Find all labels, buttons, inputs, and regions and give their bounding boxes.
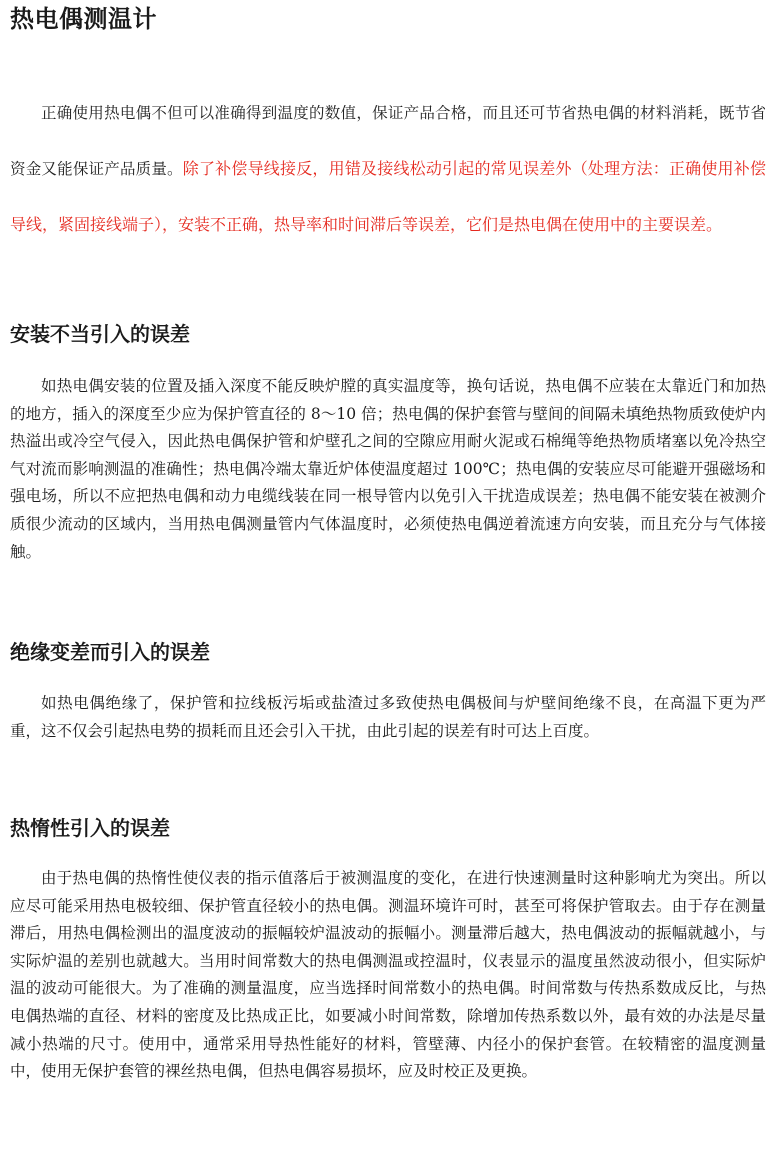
intro-paragraph (10, 85, 766, 253)
section-heading-insulation: 绝缘变差而引入的误差 (10, 640, 210, 664)
section-body-thermal-inertia: 由于热电偶的热惰性使仪表的指示值落后于被测温度的变化，在进行快速测量时这种影响尤为突出。所以应尽可能采用热电极较细、保护管直径较小的热电偶。测温环境许可时，甚至可将保护管取去。由于存在测量滞后，用热电偶检测出的温度波动的振幅较炉温波动的振幅小。测量滞后越大，热电偶波动的振幅就越小，与实际炉温的差别也就越大。当用时间常数大的热电偶测温或控温时，仪表显示的温度虽然波动很小，但实际炉温的波动可能很大。为了准确的测量温度，应当选择时间常数小的热电偶。时间常数与传热系数成反比，与热电偶热端的直径、材料的密度及比热成正比，如要减小时间常数，除增加传热系数以外，最有效的办法是尽量减小热端的尺寸。使用中，通常采用导热性能好的材料，管壁薄、内径小的保护套管。在较精密的温度测量中，使用无保护套管的裸丝热电偶，但热电偶容易损坏，应及时校正及更换。 (10, 869, 766, 1081)
page-title: 热电偶测温计 (10, 5, 157, 33)
section-body-insulation: 如热电偶绝缘了，保护管和拉线板污垢或盐渣过多致使热电偶极间与炉壁间绝缘不良，在高温下更为严重，这不仅会引起热电势的损耗而且还会引入干扰，由此引起的误差有时可达上百度。 (10, 694, 766, 740)
section-body-installation: 如热电偶安装的位置及插入深度不能反映炉膛的真实温度等，换句话说，热电偶不应装在太靠近门和加热的地方，插入的深度至少应为保护管直径的 8～10 倍；热电偶的保护套管与壁间的间隔未填绝热物质致使炉内热溢出或冷空气侵入，因此热电偶保护管和炉壁孔之间的空隙应用耐火泥或石棉绳等绝热物质堵塞以免冷热空气对流而影响测温的准确性；热电偶冷端太靠近炉体使温度超过 100℃；热电偶的安装应尽可能避开强磁场和强电场，所以不应把热电偶和动力电缆线装在同一根导管内以免引入干扰造成误差；热电偶不能安装在被测介质很少流动的区域内，当用热电偶测量管内气体温度时，必须使热电偶逆着流速方向安装，而且充分与气体接触。 (10, 377, 766, 561)
section-heading-installation: 安装不当引入的误差 (10, 322, 190, 346)
intro-black-text: 正确使用热电偶不但可以准确得到温度的数值，保证产品合格，而且还可节省热电偶的材料消耗，既节省资金又能保证产品质量。 (10, 104, 766, 178)
section-heading-thermal-inertia: 热惰性引入的误差 (10, 816, 170, 840)
intro-red-text: 除了补偿导线接反，用错及接线松动引起的常见误差外（处理方法：正确使用补偿导线，紧固接线端子），安装不正确，热导率和时间滞后等误差，它们是热电偶在使用中的主要误差。 (10, 159, 766, 234)
